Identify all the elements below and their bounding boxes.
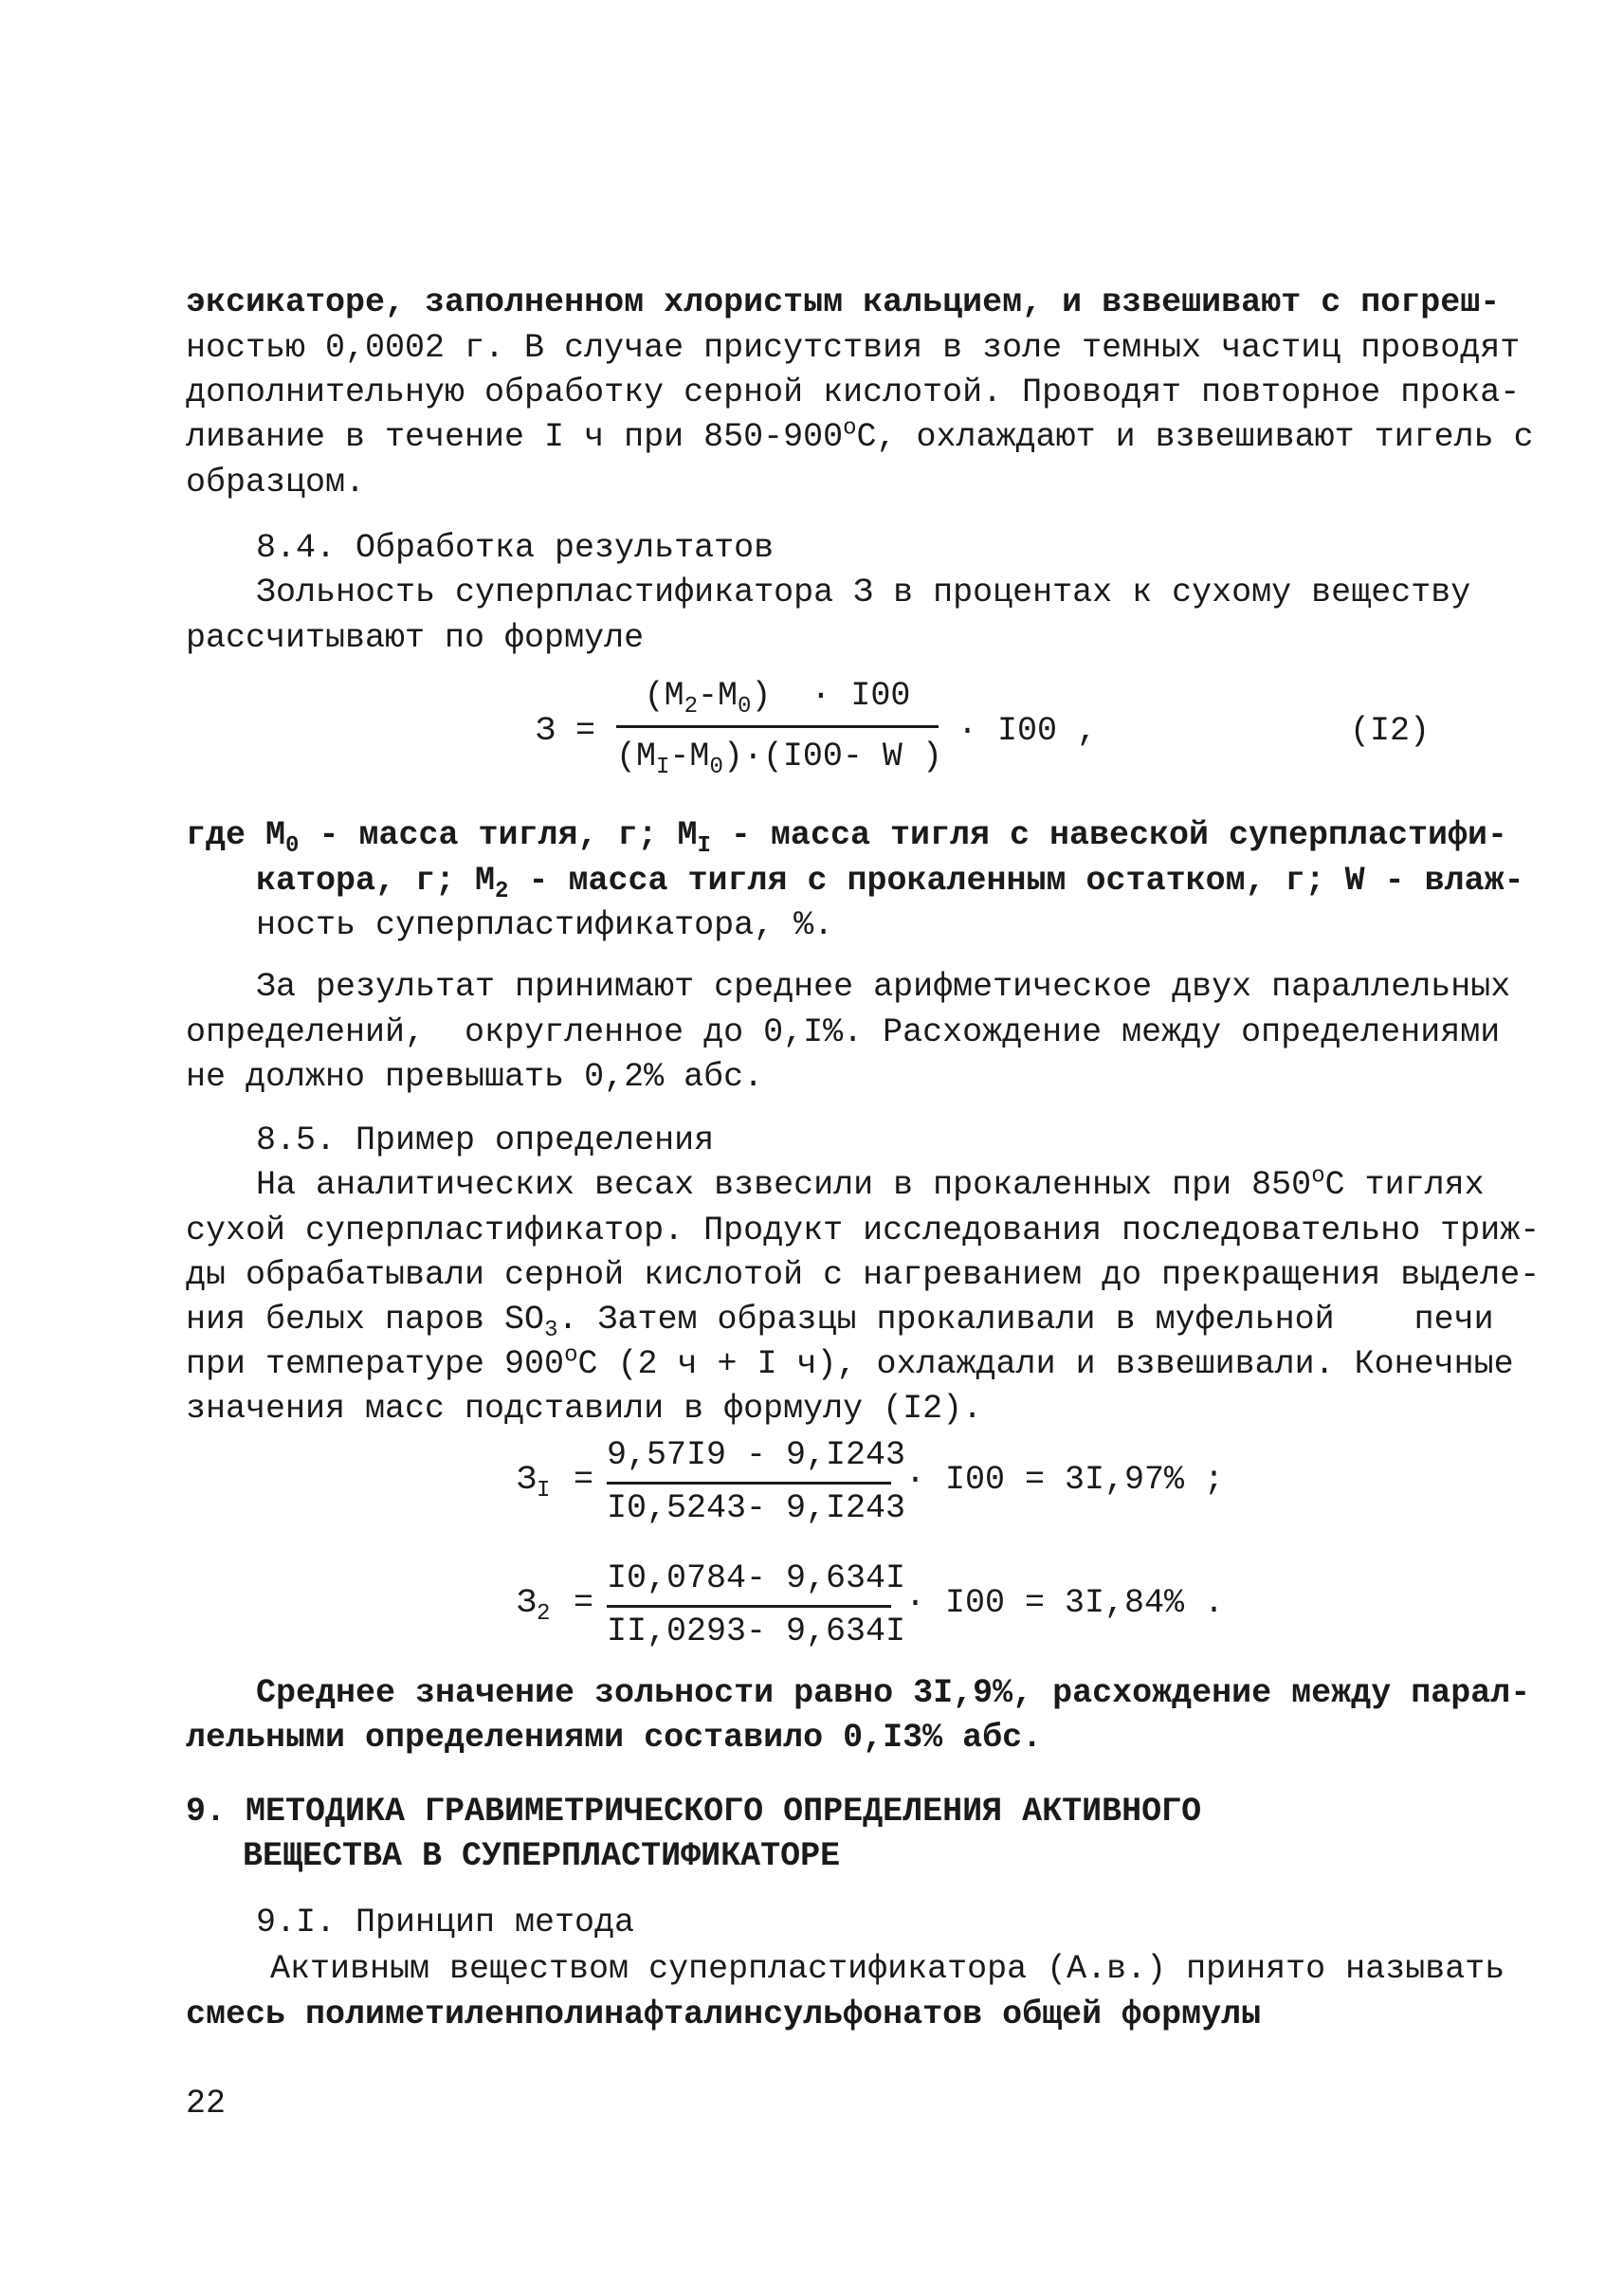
text-segment: - масса тигля с прокаленным остатком, г; W - влаж- (508, 862, 1524, 900)
degree-sign: о (1311, 1163, 1325, 1190)
equation-rhs: · I00 = 3I,84% . (905, 1584, 1225, 1622)
math-part: -М (669, 738, 710, 775)
subscript: I (537, 1478, 551, 1503)
text-line: Активным веществом суперпластификатора (А.в.) принято называть (270, 1950, 1505, 1988)
equation-numerator: I0,0784- 9,634I (607, 1559, 906, 1597)
text-line (186, 415, 1534, 460)
text-line: не должно превышать 0,2% абс. (186, 1058, 764, 1096)
text-line: образцом. (186, 464, 366, 501)
math-part: (М (616, 738, 657, 775)
math-part: ) · I00 (751, 677, 911, 715)
text-segment: С (2 ч + I ч), охлаждали и взвешивали. Конечные (577, 1345, 1514, 1383)
text-line: Зольность суперпластификатора З в процентах к сухому веществу (256, 574, 1471, 611)
subscript: 2 (495, 879, 509, 904)
text-line: определений, округленное до 0,I%. Расхождение между определениями (186, 1013, 1501, 1051)
equation-rhs: · I00 = 3I,97% ; (905, 1461, 1225, 1499)
math-part: -М (697, 677, 738, 715)
text-line: Среднее значение зольности равно 3I,9%, расхождение между парал- (256, 1674, 1531, 1712)
text-segment: С тиглях (1324, 1166, 1485, 1204)
section-heading-8-4: 8.4. Обработка результатов (256, 529, 775, 567)
text-line: За результат принимают среднее арифметическое двух параллельных (256, 968, 1511, 1006)
text-line (186, 1298, 1494, 1342)
subscript: 2 (684, 694, 698, 720)
equation-denominator: II,0293- 9,634I (607, 1613, 906, 1650)
text-line: ность суперпластификатора, %. (256, 906, 834, 944)
degree-sign: о (564, 1342, 578, 1369)
text-segment: . Затем образцы прокаливали в муфельной печи (557, 1301, 1494, 1339)
text-segment: при температуре 900 (186, 1345, 565, 1383)
fraction-bar (607, 1605, 891, 1608)
text-segment: ливание в течение I ч при 850-900 (186, 418, 844, 456)
subscript: I (697, 833, 711, 859)
text-line (256, 859, 1524, 904)
text-line: ностью 0,0002 г. В случае присутствия в золе темных частиц проводят (186, 329, 1521, 367)
math-part: З (517, 1584, 538, 1622)
equation-rhs: · I00 , (957, 712, 1098, 750)
fraction-bar (607, 1482, 891, 1485)
equals-sign: = (574, 1461, 594, 1499)
equation-lhs: З = (536, 712, 596, 750)
equation-lhs (517, 1458, 550, 1503)
section-heading-8-5: 8.5. Пример определения (256, 1121, 715, 1159)
equation-lhs (517, 1581, 550, 1626)
section-heading-9: ВЕЩЕСТВА В СУПЕРПЛАСТИФИКАТОРЕ (243, 1837, 841, 1875)
text-segment: С, охлаждают и взвешивают тигель с (856, 418, 1534, 456)
math-part: )·(I00- W ) (722, 738, 942, 775)
section-heading-9-1: 9.I. Принцип метода (256, 1904, 635, 1941)
text-segment: где М (186, 816, 286, 854)
subscript: 2 (537, 1601, 551, 1627)
equation-numerator: 9,57I9 - 9,I243 (607, 1436, 906, 1474)
text-segment: катора, г; М (256, 862, 496, 900)
text-line: ды обрабатывали серной кислотой с нагреванием до прекращения выделе- (186, 1256, 1541, 1294)
fraction-bar (616, 725, 939, 728)
text-line: лельными определениями составило 0,I3% абс. (186, 1719, 1043, 1757)
section-heading-9: 9. МЕТОДИКА ГРАВИМЕТРИЧЕСКОГО ОПРЕДЕЛЕНИЯ АКТИВНОГО (186, 1793, 1202, 1831)
text-line (256, 1163, 1485, 1208)
subscript: 3 (544, 1318, 558, 1343)
text-line: дополнительную обработку серной кислотой. Проводят повторное прока- (186, 374, 1521, 411)
equation-numerator (616, 674, 939, 719)
equation-number: (I2) (1350, 712, 1431, 750)
equation-denominator (616, 735, 942, 780)
subscript: I (656, 755, 670, 780)
text-line: сухой суперпластификатор. Продукт исследования последовательно триж- (186, 1212, 1541, 1249)
text-segment: - масса тигля с навеской суперпластифи- (710, 816, 1508, 854)
text-line: рассчитывают по формуле (186, 619, 645, 657)
text-segment: - масса тигля, г; М (299, 816, 698, 854)
text-line (186, 1342, 1514, 1387)
equation-denominator: I0,5243- 9,I243 (607, 1489, 906, 1527)
math-part: З (517, 1461, 538, 1499)
text-line (186, 813, 1508, 859)
page-number: 22 (186, 2085, 227, 2123)
text-line: эксикаторе, заполненном хлористым кальцием, и взвешивают с погреш- (186, 283, 1501, 321)
text-line: значения масс подставили в формулу (I2). (186, 1390, 983, 1428)
text-segment: ния белых паров SO (186, 1301, 545, 1339)
subscript: 0 (738, 694, 752, 720)
equals-sign: = (574, 1584, 594, 1622)
degree-sign: о (843, 415, 857, 442)
math-part: (М (644, 677, 684, 715)
text-line: смесь полиметиленполинафталинсульфонатов общей формулы (186, 1995, 1262, 2033)
subscript: 0 (709, 755, 723, 780)
subscript: 0 (285, 833, 300, 859)
text-segment: На аналитических весах взвесили в прокаленных при 850 (256, 1166, 1312, 1204)
